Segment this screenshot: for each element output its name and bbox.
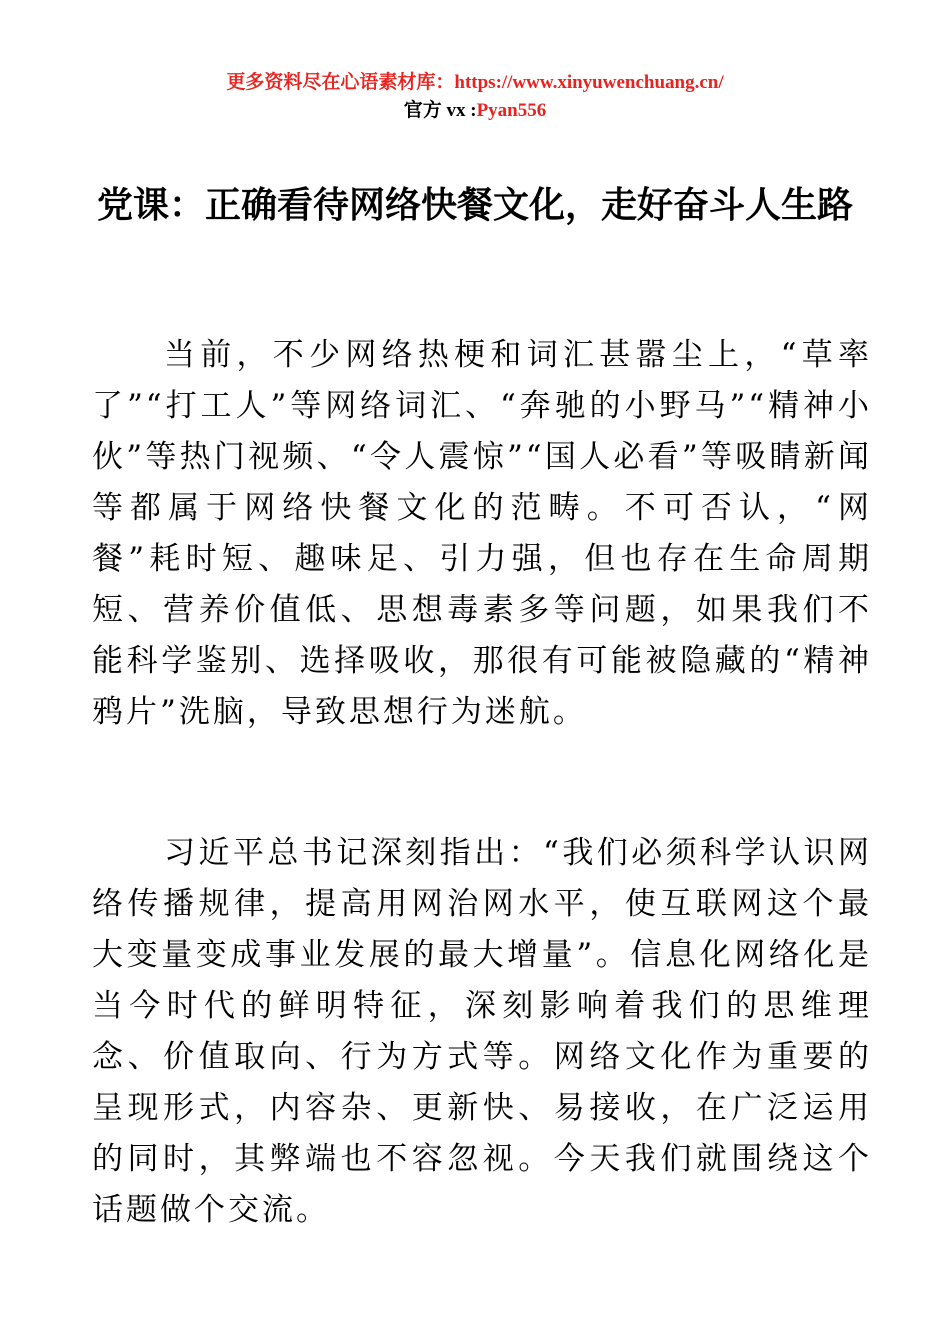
wechat-line xyxy=(0,98,950,124)
wechat-label: 官方 vx : xyxy=(403,100,477,121)
wechat-id: Pyan556 xyxy=(476,100,547,121)
promo-label: 更多资料尽在心语素材库： xyxy=(226,72,455,93)
paragraph-2: 习近平总书记深刻指出：“我们必须科学认识网络传播规律，提高用网治网水平，使互联网这个最大变量变成事业发展的最大增量”。信息化网络化是当今时代的鲜明特征，深刻影响着我们的思维理念、价值取向、行为方式等。网络文化作为重要的呈现形式，内容杂、更新快、易接收，在广泛运用的同时，其弊端也不容忽视。今天我们就围绕这个话题做个交流。 xyxy=(92,835,872,1228)
document-title: 党课：正确看待网络快餐文化，走好奋斗人生路 xyxy=(96,185,853,226)
paragraph-1: 当前，不少网络热梗和词汇甚嚣尘上，“草率了”“打工人”等网络词汇、“奔驰的小野马”“精神小伙”等热门视频、“令人震惊”“国人必看”等吸睛新闻等都属于网络快餐文化的范畴。不可否认，“网餐”耗时短、趣味足、引力强，但也存在生命周期短、营养价值低、思想毒素多等问题，如果我们不能科学鉴别、选择吸收，那很有可能被隐藏的“精神鸦片”洗脑，导致思想行为迷航。 xyxy=(92,337,872,730)
promo-url-link[interactable]: https://www.xinyuwenchuang.cn/ xyxy=(454,72,724,93)
promo-line xyxy=(0,70,950,96)
